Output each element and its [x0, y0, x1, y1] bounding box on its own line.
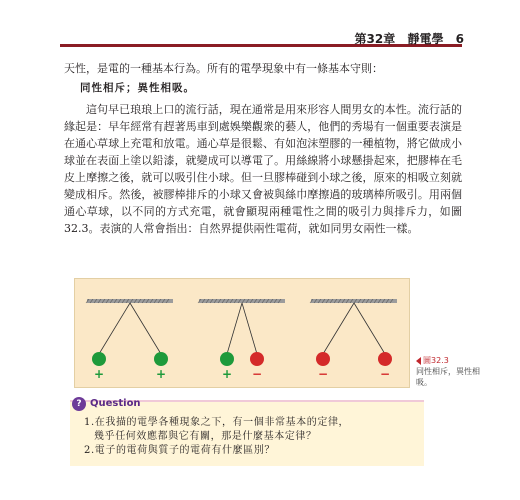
question-2: 2.電子的電荷與質子的電荷有什麼區別？ [84, 445, 275, 456]
support-bar [87, 299, 173, 303]
positive-ball [154, 352, 168, 366]
question-icon: ? [72, 397, 86, 411]
caption-text: 同性相斥，異性相吸。 [416, 367, 480, 387]
positive-ball [220, 352, 234, 366]
positive-ball [92, 352, 106, 366]
negative-ball [250, 352, 264, 366]
negative-ball [316, 352, 330, 366]
thread [99, 303, 130, 354]
negative-ball [378, 352, 392, 366]
paragraph-main: 這句早已琅琅上口的流行話，現在通常是用來形容人間男女的本性。流行話的緣起是：早年經常有趕著馬車到處娛樂觀衆的藝人，他們的秀場有一個重要表演是在通心草球上充電和放電。通心草是很鬆、有如泡沫塑膠的一種植物，將它做成小球並在表面上塗以鉛漆，就變成可以導電了。用絲線將小球懸掛起來，把膠棒在毛皮上摩擦之後，就可以吸引住小球。但一旦膠棒碰到小球之後，原來的相吸立刻就變成相斥。然後，被膠棒排斥的小球又會被與絲巾摩擦過的玻璃棒所吸引。用兩個通心草球，以不同的方式充電，就會顯現兩種電性之間的吸引力與排斥力，如圖32.3。表演的人常會指出：自然界提供兩性電荷，就如同男女兩性一樣。 [64, 103, 462, 235]
thread [354, 303, 385, 354]
caption-marker-icon [416, 357, 421, 365]
question-header [72, 397, 141, 411]
figure-pith-balls [74, 278, 410, 388]
figure-caption [416, 355, 486, 388]
support-bar [199, 299, 285, 303]
running-header [347, 30, 464, 47]
caption-label: 圖32.3 [423, 356, 449, 365]
pith-ball-svg [85, 299, 175, 381]
page-number: 6 [455, 32, 464, 46]
charge-sign: + [93, 367, 105, 381]
charge-sign: − [379, 367, 391, 381]
thread [242, 303, 257, 354]
pith-ball-svg [309, 299, 399, 381]
principle-statement: 同性相斥；異性相吸。 [80, 82, 195, 94]
support-bar [311, 299, 397, 303]
thread [323, 303, 354, 354]
pith-ball-pair-1 [85, 299, 175, 381]
question-title: Question [90, 398, 141, 409]
chapter-title: 靜電學 [407, 32, 444, 46]
pith-ball-svg [197, 299, 287, 381]
pith-ball-pair-3 [309, 299, 399, 381]
thread [227, 303, 242, 354]
paragraph-intro: 天性，是電的一種基本行為。所有的電學現象中有一條基本守則： [64, 62, 383, 75]
pith-ball-pair-2 [197, 299, 287, 381]
thread [130, 303, 161, 354]
question-list [84, 416, 414, 458]
chapter-label: 第32章 [354, 32, 396, 46]
charge-sign: − [317, 367, 329, 381]
charge-sign: + [155, 367, 167, 381]
charge-sign: − [251, 367, 263, 381]
question-1-line-2: 幾乎任何效應都與它有關，那是什麼基本定律？ [94, 431, 317, 442]
charge-sign: + [221, 367, 233, 381]
question-1-line-1: 1.在我描的電學各種現象之下，有一個非常基本的定律， [84, 417, 350, 428]
